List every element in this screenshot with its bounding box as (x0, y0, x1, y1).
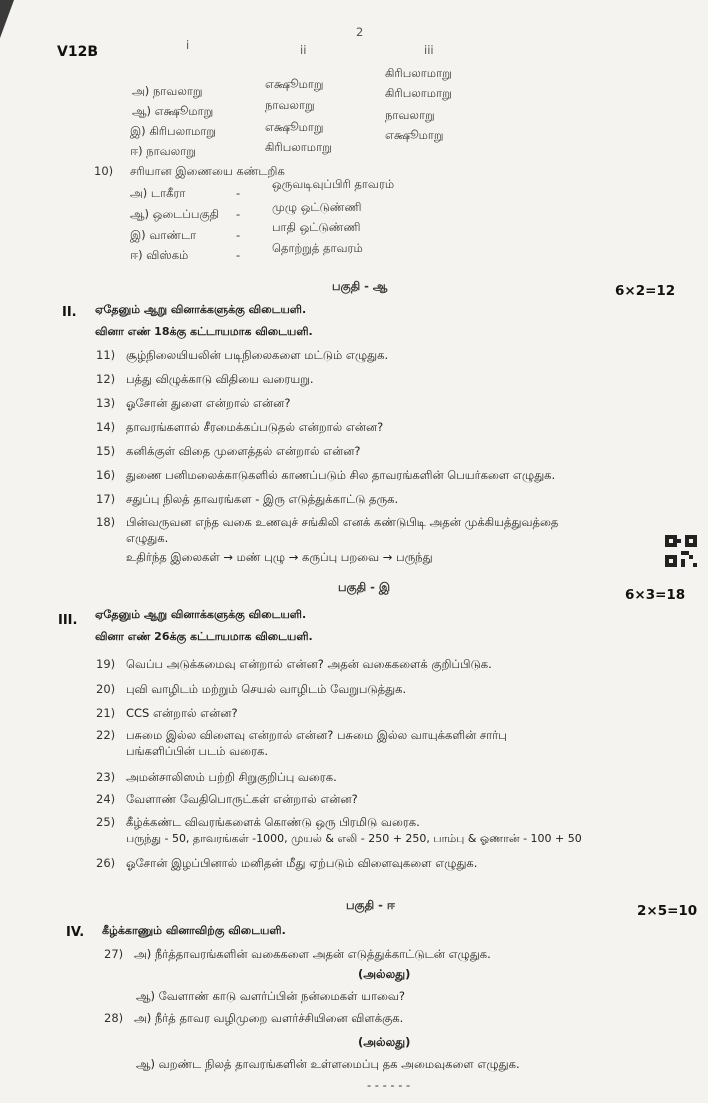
question-24 (96, 792, 358, 808)
page-corner-shadow (0, 0, 14, 38)
or-label-28: (அல்லது) (358, 1035, 411, 1049)
part3-roman: III. (58, 613, 78, 628)
part3-instruction-1: ஏதேனும் ஆறு வினாக்களுக்கு விடையளி. (95, 608, 307, 621)
question-28a (104, 1011, 403, 1027)
question-17 (96, 492, 398, 508)
question-number: 24) (96, 792, 116, 806)
q9-option-c-col1: இ) கிரிபலாமாறு (130, 124, 217, 138)
question-13 (96, 396, 290, 412)
q9-option-a-col3: கிரிபலாமாறு (385, 66, 452, 80)
question-number: 27) (104, 947, 124, 961)
question-number: 28) (104, 1011, 124, 1025)
part4-marks: 2×5=10 (637, 903, 698, 919)
question-number: 16) (96, 468, 116, 482)
question-text: உதிர்ந்த இலைகள் → மண் புழு → கருப்பு பறவை → பருந்து (126, 550, 433, 564)
question-text: அ) நீர்த் தாவர வழிமுறை வளர்ச்சியினை விளக்குக. (134, 1011, 404, 1025)
part2-instruction-2: வினா எண் 18க்கு கட்டாயமாக விடையளி. (95, 325, 313, 338)
question-20 (96, 682, 406, 698)
q9-option-b-col1: ஆ) எக்ஷூமாறு (132, 104, 214, 118)
q10-pair-d-right: தொற்றுத் தாவரம் (272, 241, 363, 255)
q9-option-d-col3: எக்ஷூமாறு (385, 128, 444, 142)
question-number: 20) (96, 682, 116, 696)
part2-title: பகுதி - ஆ (332, 279, 388, 293)
question-text: ஓசோன் இழப்பினால் மனிதன் மீது ஏற்படும் விளைவுகளை எழுதுக. (126, 856, 478, 870)
q10-pair-b-right: முழு ஒட்டுண்ணி (272, 200, 362, 214)
q10-pair-a-dash: - (236, 186, 241, 200)
q10-pair-a-right: ஒருவடிவுப்பிரி தாவரம் (272, 177, 395, 191)
q10-pair-c-right: பாதி ஒட்டுண்ணி (272, 220, 361, 234)
question-text: பருந்து - 50, தாவரங்கள் -1000, முயல் & எலி - 250 + 250, பாம்பு & ஓணான் - 100 + 50 (126, 832, 582, 845)
part2-instruction-1: ஏதேனும் ஆறு வினாக்களுக்கு விடையளி. (95, 303, 307, 316)
q10-pair-d-dash: - (236, 248, 241, 262)
q10-pair-c-dash: - (236, 228, 241, 242)
question-text: ஆ) வறண்ட நிலத் தாவரங்களின் உள்ளமைப்பு தக அமைவுகளை எழுதுக. (136, 1057, 520, 1071)
q9-option-b-col2: நாவலாறு (265, 98, 315, 112)
question-text: அமன்சாலிஸம் பற்றி சிறுகுறிப்பு வரைக. (126, 770, 337, 784)
question-18-cont (126, 531, 168, 547)
question-23 (96, 770, 337, 786)
question-25-data (126, 832, 582, 847)
question-text: கீழ்க்கண்ட விவரங்களைக் கொண்டு ஒரு பிரமிடு வரைக. (126, 815, 420, 829)
question-text: சதுப்பு நிலத் தாவரங்கள - இரு எடுத்துக்காட்டு தருக. (126, 492, 399, 506)
end-of-paper-mark: - - - - - - (367, 1078, 411, 1092)
question-number: 11) (96, 348, 116, 362)
question-12 (96, 372, 314, 388)
q9-option-b-col3: கிரிபலாமாறு (385, 86, 452, 100)
question-text: CCS என்றால் என்ன? (126, 706, 238, 720)
q10-pair-b-left: ஆ) ஒடைப்பகுதி (130, 207, 220, 221)
q10-pair-b-dash: - (236, 207, 241, 221)
question-text: புவி வாழிடம் மற்றும் செயல் வாழிடம் வேறுபடுத்துக. (126, 682, 407, 696)
q10-text: சரியான இணையை கண்டறிக (130, 164, 285, 178)
question-18 (96, 515, 558, 531)
question-text: வெப்ப அடுக்கமைவு என்றால் என்ன? அதன் வகைகளைக் குறிப்பிடுக. (126, 657, 492, 671)
question-25 (96, 815, 420, 831)
question-number: 25) (96, 815, 116, 829)
question-number: 18) (96, 515, 116, 529)
col-header-i: i (186, 38, 190, 52)
question-28b (136, 1057, 520, 1073)
col-header-iii: iii (424, 43, 434, 57)
question-text: பங்களிப்பின் படம் வரைக. (126, 744, 269, 758)
q10-pair-a-left: அ) டாகீரா (130, 186, 186, 200)
part2-marks: 6×2=12 (615, 283, 676, 299)
paper-code: V12B (57, 44, 98, 60)
question-number: 17) (96, 492, 116, 506)
question-text: பசுமை இல்ல விளைவு என்றால் என்ன? பசுமை இல்ல வாயுக்களின் சார்பு (126, 728, 507, 742)
question-text: சூழ்நிலையியலின் படிநிலைகளை மட்டும் எழுதுக. (126, 348, 389, 362)
question-27a (104, 947, 491, 963)
question-number: 21) (96, 706, 116, 720)
q10-pair-d-left: ஈ) விஸ்கம் (130, 248, 189, 262)
question-number: 23) (96, 770, 116, 784)
q10-number: 10) (94, 164, 114, 178)
part4-roman: IV. (66, 925, 85, 940)
part2-roman: II. (62, 305, 77, 320)
question-text: துணை பனிமலைக்காடுகளில் காணப்படும் சில தாவரங்களின் பெயர்களை எழுதுக. (126, 468, 556, 482)
question-text: பத்து விழுக்காடு விதியை வரையறு. (126, 372, 314, 386)
question-number: 12) (96, 372, 116, 386)
question-text: ஆ) வேளாண் காடு வளர்ப்பின் நன்மைகள் யாவை? (136, 989, 405, 1003)
question-14 (96, 420, 383, 436)
question-16 (96, 468, 555, 484)
question-text: கனிக்குள் விதை முளைத்தல் என்றால் என்ன? (126, 444, 361, 458)
col-header-ii: ii (300, 43, 307, 57)
question-text: அ) நீர்த்தாவரங்களின் வகைகளை அதன் எடுத்துக்காட்டுடன் எழுதுக. (134, 947, 491, 961)
question-number: 19) (96, 657, 116, 671)
q9-option-c-col2: எக்ஷூமாறு (265, 120, 324, 134)
part3-instruction-2: வினா எண் 26க்கு கட்டாயமாக விடையளி. (95, 630, 313, 643)
question-11 (96, 348, 388, 364)
question-18-chain (126, 550, 433, 566)
question-22 (96, 728, 507, 744)
question-number: 26) (96, 856, 116, 870)
q9-option-d-col2: கிரிபலாமாறு (265, 140, 332, 154)
q9-option-c-col3: நாவலாறு (385, 108, 435, 122)
qr-code-icon (665, 535, 697, 567)
question-text: ஓசோன் துளை என்றால் என்ன? (126, 396, 291, 410)
or-label-27: (அல்லது) (358, 967, 411, 981)
question-text: வேளாண் வேதிபொருட்கள் என்றால் என்ன? (126, 792, 358, 806)
question-text: எழுதுக. (126, 531, 169, 545)
q9-option-a-col1: அ) நாவலாறு (132, 84, 203, 98)
question-number: 22) (96, 728, 116, 742)
page-number: 2 (356, 25, 364, 39)
question-26 (96, 856, 477, 872)
q9-option-a-col2: எக்ஷூமாறு (265, 77, 324, 91)
question-text: பின்வருவன எந்த வகை உணவுச் சங்கிலி எனக் கண்டுபிடி அதன் முக்கியத்துவத்தை (126, 515, 559, 529)
question-19 (96, 657, 492, 673)
part3-marks: 6×3=18 (625, 587, 686, 603)
question-number: 14) (96, 420, 116, 434)
question-number: 13) (96, 396, 116, 410)
question-15 (96, 444, 361, 460)
question-21 (96, 706, 238, 722)
question-text: தாவரங்களால் சீரமைக்கப்படுதல் என்றால் என்ன? (126, 420, 384, 434)
part4-instruction-1: கீழ்க்காணும் வினாவிற்கு விடையளி. (102, 924, 286, 937)
part3-title: பகுதி - இ (338, 580, 391, 594)
question-number: 15) (96, 444, 116, 458)
question-27b (136, 989, 405, 1005)
q9-option-d-col1: ஈ) நாவலாறு (130, 144, 196, 158)
part4-title: பகுதி - ஈ (346, 898, 396, 912)
q10-pair-c-left: இ) வாண்டா (130, 228, 197, 242)
question-22-cont (126, 744, 268, 760)
